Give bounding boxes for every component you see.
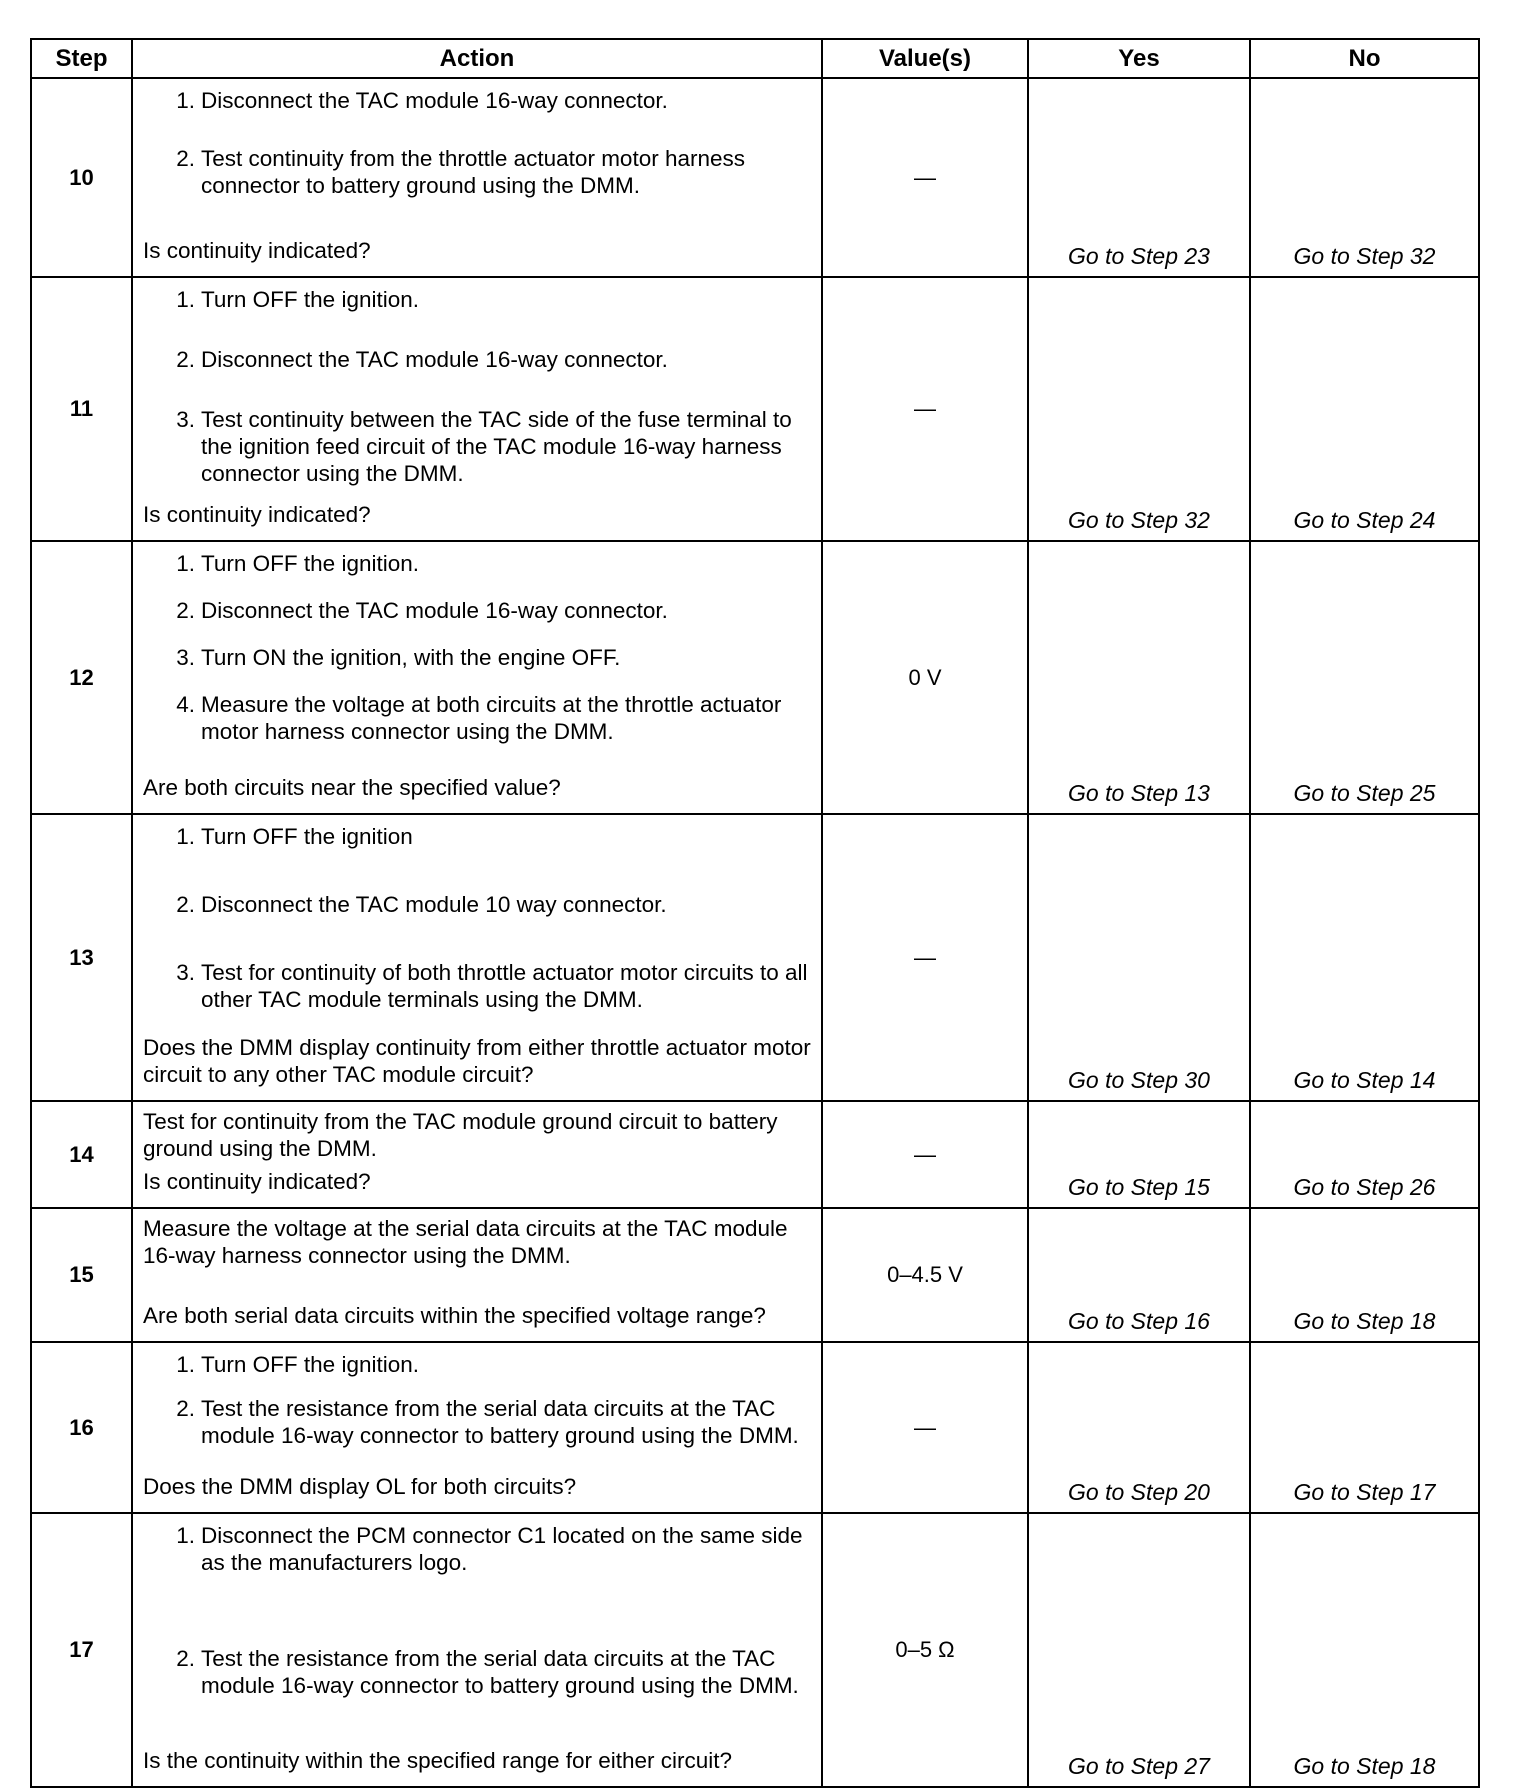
action-step xyxy=(165,823,811,850)
action-step xyxy=(165,346,811,373)
step-number: 13 xyxy=(31,814,132,1101)
action-step xyxy=(165,550,811,577)
action-step-text: Disconnect the TAC module 10 way connector. xyxy=(201,892,667,917)
table-row xyxy=(31,814,1479,1101)
action-step-text: Turn ON the ignition, with the engine OFF. xyxy=(201,645,621,670)
value-cell: 0 V xyxy=(822,541,1028,814)
action-step-number: 1. xyxy=(176,1523,195,1548)
action-cell xyxy=(132,1342,822,1513)
action-step xyxy=(165,1645,811,1699)
action-step xyxy=(165,406,811,487)
no-goto: Go to Step 32 xyxy=(1250,78,1479,277)
action-cell xyxy=(132,1101,822,1208)
action-step xyxy=(165,644,811,671)
action-steps xyxy=(143,79,811,199)
table-row xyxy=(31,1101,1479,1208)
yes-goto: Go to Step 23 xyxy=(1028,78,1250,277)
header-step: Step xyxy=(31,39,132,78)
table-row xyxy=(31,541,1479,814)
action-step-text: Turn OFF the ignition. xyxy=(201,1352,420,1377)
action-steps xyxy=(143,542,811,745)
action-cell xyxy=(132,78,822,277)
action-step xyxy=(165,87,811,114)
step-number: 17 xyxy=(31,1513,132,1787)
no-goto: Go to Step 25 xyxy=(1250,541,1479,814)
step-number: 16 xyxy=(31,1342,132,1513)
header-value: Value(s) xyxy=(822,39,1028,78)
action-step-number: 2. xyxy=(176,892,195,917)
no-goto: Go to Step 14 xyxy=(1250,814,1479,1101)
step-number: 15 xyxy=(31,1208,132,1342)
action-step-number: 1. xyxy=(176,551,195,576)
action-step-number: 1. xyxy=(176,1352,195,1377)
action-step xyxy=(165,691,811,745)
action-question: Is continuity indicated? xyxy=(143,238,371,263)
table-row xyxy=(31,1342,1479,1513)
action-instruction: Measure the voltage at the serial data circuits at the TAC module 16-way harness connector using the DMM. xyxy=(143,1216,788,1268)
action-step xyxy=(165,1522,811,1576)
value-cell: — xyxy=(822,1101,1028,1208)
action-steps xyxy=(143,278,811,487)
action-steps xyxy=(143,1343,811,1449)
no-goto: Go to Step 18 xyxy=(1250,1513,1479,1787)
table-row xyxy=(31,277,1479,541)
action-step-number: 3. xyxy=(176,645,195,670)
action-steps xyxy=(143,1514,811,1699)
action-cell xyxy=(132,1208,822,1342)
no-goto: Go to Step 24 xyxy=(1250,277,1479,541)
action-step-number: 1. xyxy=(176,287,195,312)
action-step-number: 3. xyxy=(176,407,195,432)
no-goto: Go to Step 17 xyxy=(1250,1342,1479,1513)
action-step-number: 2. xyxy=(176,1646,195,1671)
yes-goto: Go to Step 32 xyxy=(1028,277,1250,541)
action-cell xyxy=(132,541,822,814)
yes-goto: Go to Step 16 xyxy=(1028,1208,1250,1342)
action-step-number: 2. xyxy=(176,347,195,372)
action-step xyxy=(165,286,811,313)
header-action: Action xyxy=(132,39,822,78)
action-steps xyxy=(143,815,811,1013)
action-question: Are both circuits near the specified value? xyxy=(143,775,561,800)
action-step-number: 1. xyxy=(176,88,195,113)
value-cell: 0–4.5 V xyxy=(822,1208,1028,1342)
no-goto: Go to Step 18 xyxy=(1250,1208,1479,1342)
action-step-text: Test for continuity of both throttle actuator motor circuits to all other TAC module terminals using the DMM. xyxy=(201,960,808,1012)
action-step xyxy=(165,597,811,624)
step-number: 12 xyxy=(31,541,132,814)
action-step-text: Test continuity between the TAC side of the fuse terminal to the ignition feed circuit of the TAC module 16-way harness connector using the DMM. xyxy=(201,407,792,486)
action-step-number: 2. xyxy=(176,598,195,623)
action-step xyxy=(165,891,811,918)
yes-goto: Go to Step 20 xyxy=(1028,1342,1250,1513)
value-cell: — xyxy=(822,277,1028,541)
action-step-text: Turn OFF the ignition xyxy=(201,824,413,849)
action-step-number: 1. xyxy=(176,824,195,849)
action-question: Is continuity indicated? xyxy=(143,1169,371,1194)
header-row xyxy=(31,39,1479,78)
action-question: Does the DMM display OL for both circuits? xyxy=(143,1474,577,1499)
action-step-text: Turn OFF the ignition. xyxy=(201,287,420,312)
action-question: Is the continuity within the specified range for either circuit? xyxy=(143,1748,733,1773)
action-step-number: 3. xyxy=(176,960,195,985)
action-step-text: Disconnect the TAC module 16-way connector. xyxy=(201,347,668,372)
action-step-number: 2. xyxy=(176,146,195,171)
action-question: Is continuity indicated? xyxy=(143,502,371,527)
no-goto: Go to Step 26 xyxy=(1250,1101,1479,1208)
step-number: 11 xyxy=(31,277,132,541)
yes-goto: Go to Step 13 xyxy=(1028,541,1250,814)
table-row xyxy=(31,78,1479,277)
value-cell: 0–5 Ω xyxy=(822,1513,1028,1787)
action-question: Are both serial data circuits within the specified voltage range? xyxy=(143,1303,766,1328)
action-step-number: 2. xyxy=(176,1396,195,1421)
diagnostic-table xyxy=(30,38,1480,1788)
header-no: No xyxy=(1250,39,1479,78)
table-row xyxy=(31,1208,1479,1342)
step-number: 14 xyxy=(31,1101,132,1208)
action-step xyxy=(165,959,811,1013)
action-cell xyxy=(132,277,822,541)
action-instruction: Test for continuity from the TAC module ground circuit to battery ground using the DMM. xyxy=(143,1109,778,1161)
action-step-text: Disconnect the PCM connector C1 located on the same side as the manufacturers logo. xyxy=(201,1523,803,1575)
action-question: Does the DMM display continuity from either throttle actuator motor circuit to any other TAC module circuit? xyxy=(143,1035,811,1087)
action-step-text: Measure the voltage at both circuits at the throttle actuator motor harness connector using the DMM. xyxy=(201,692,782,744)
action-step-text: Disconnect the TAC module 16-way connector. xyxy=(201,598,668,623)
value-cell: — xyxy=(822,1342,1028,1513)
action-step-text: Turn OFF the ignition. xyxy=(201,551,420,576)
step-number: 10 xyxy=(31,78,132,277)
action-step xyxy=(165,1395,811,1449)
action-step-text: Disconnect the TAC module 16-way connector. xyxy=(201,88,668,113)
action-step-text: Test the resistance from the serial data circuits at the TAC module 16-way connector to battery ground using the DMM. xyxy=(201,1396,799,1448)
header-yes: Yes xyxy=(1028,39,1250,78)
yes-goto: Go to Step 15 xyxy=(1028,1101,1250,1208)
value-cell: — xyxy=(822,814,1028,1101)
yes-goto: Go to Step 30 xyxy=(1028,814,1250,1101)
table-row xyxy=(31,1513,1479,1787)
action-step-number: 4. xyxy=(176,692,195,717)
yes-goto: Go to Step 27 xyxy=(1028,1513,1250,1787)
action-step-text: Test continuity from the throttle actuator motor harness connector to battery ground using the DMM. xyxy=(201,146,745,198)
action-cell xyxy=(132,814,822,1101)
value-cell: — xyxy=(822,78,1028,277)
action-step-text: Test the resistance from the serial data circuits at the TAC module 16-way connector to battery ground using the DMM. xyxy=(201,1646,799,1698)
action-step xyxy=(165,145,811,199)
action-step xyxy=(165,1351,811,1378)
action-cell xyxy=(132,1513,822,1787)
